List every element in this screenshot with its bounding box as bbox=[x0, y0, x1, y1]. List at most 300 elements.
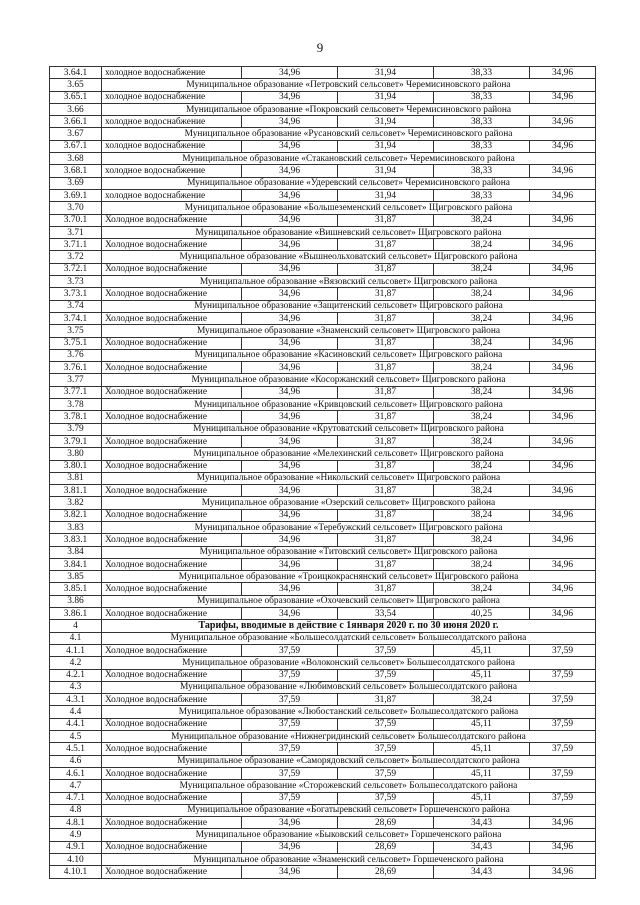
tariff-value-3: 38,33 bbox=[434, 91, 530, 103]
municipality-title: Муниципальное образование «Быковский сельсовет» Горшеченского района bbox=[102, 829, 596, 841]
municipality-title: Муниципальное образование «Богатыревский сельсовет» Горшеченского района bbox=[102, 804, 596, 816]
row-code: 3.84.1 bbox=[50, 558, 102, 570]
row-code: 4.6.1 bbox=[50, 767, 102, 779]
tariff-value-4: 37,59 bbox=[530, 669, 596, 681]
tariff-row bbox=[50, 411, 596, 423]
service-name: холодное водоснабжение bbox=[102, 67, 242, 79]
tariff-value-2: 31,94 bbox=[338, 189, 434, 201]
tariff-value-3: 40,25 bbox=[434, 608, 530, 620]
service-name: Холодное водоснабжение bbox=[102, 608, 242, 620]
tariff-value-1: 34,96 bbox=[242, 558, 338, 570]
tariff-table-body bbox=[50, 67, 596, 879]
tariff-value-2: 31,87 bbox=[338, 288, 434, 300]
municipality-heading-row bbox=[50, 251, 596, 263]
municipality-heading-row bbox=[50, 804, 596, 816]
tariff-row bbox=[50, 312, 596, 324]
municipality-heading-row bbox=[50, 595, 596, 607]
row-code: 3.80 bbox=[50, 448, 102, 460]
tariff-value-4: 34,96 bbox=[530, 239, 596, 251]
tariff-value-1: 34,96 bbox=[242, 312, 338, 324]
municipality-heading-row bbox=[50, 374, 596, 386]
tariff-value-1: 34,96 bbox=[242, 288, 338, 300]
municipality-heading-row bbox=[50, 103, 596, 115]
municipality-heading-row bbox=[50, 448, 596, 460]
tariff-value-4: 34,96 bbox=[530, 189, 596, 201]
tariff-value-3: 38,24 bbox=[434, 558, 530, 570]
service-name: Холодное водоснабжение bbox=[102, 411, 242, 423]
municipality-heading-row bbox=[50, 731, 596, 743]
tariff-value-2: 31,87 bbox=[338, 509, 434, 521]
tariff-row bbox=[50, 263, 596, 275]
municipality-heading-row bbox=[50, 153, 596, 165]
service-name: Холодное водоснабжение bbox=[102, 644, 242, 656]
tariff-value-3: 38,33 bbox=[434, 140, 530, 152]
service-name: Холодное водоснабжение bbox=[102, 792, 242, 804]
row-code: 3.80.1 bbox=[50, 460, 102, 472]
row-code: 4 bbox=[50, 620, 102, 632]
tariff-value-1: 34,96 bbox=[242, 362, 338, 374]
municipality-title: Муниципальное образование «Большеземенский сельсовет» Щигровского района bbox=[102, 202, 596, 214]
row-code: 3.73.1 bbox=[50, 288, 102, 300]
municipality-heading-row bbox=[50, 399, 596, 411]
service-name: холодное водоснабжение bbox=[102, 165, 242, 177]
row-code: 3.72 bbox=[50, 251, 102, 263]
tariff-value-1: 34,96 bbox=[242, 116, 338, 128]
tariff-value-3: 45,11 bbox=[434, 767, 530, 779]
municipality-title: Муниципальное образование «Касиновский сельсовет» Щигровского района bbox=[102, 349, 596, 361]
row-code: 3.81.1 bbox=[50, 485, 102, 497]
service-name: Холодное водоснабжение bbox=[102, 841, 242, 853]
row-code: 4.9 bbox=[50, 829, 102, 841]
tariff-row bbox=[50, 694, 596, 706]
row-code: 3.75.1 bbox=[50, 337, 102, 349]
row-code: 4.7.1 bbox=[50, 792, 102, 804]
tariff-row bbox=[50, 460, 596, 472]
municipality-title: Муниципальное образование «Вязовский сельсовет» Щигровского района bbox=[102, 276, 596, 288]
tariff-value-3: 38,24 bbox=[434, 312, 530, 324]
tariff-value-1: 34,96 bbox=[242, 509, 338, 521]
tariff-value-4: 34,96 bbox=[530, 362, 596, 374]
service-name: Холодное водоснабжение bbox=[102, 694, 242, 706]
tariff-value-3: 45,11 bbox=[434, 718, 530, 730]
tariff-value-1: 34,96 bbox=[242, 534, 338, 546]
tariff-row bbox=[50, 534, 596, 546]
municipality-heading-row bbox=[50, 706, 596, 718]
tariff-value-1: 37,59 bbox=[242, 718, 338, 730]
tariff-value-1: 37,59 bbox=[242, 743, 338, 755]
tariff-value-3: 45,11 bbox=[434, 792, 530, 804]
tariff-value-3: 45,11 bbox=[434, 743, 530, 755]
tariff-row bbox=[50, 165, 596, 177]
tariff-value-4: 34,96 bbox=[530, 534, 596, 546]
service-name: Холодное водоснабжение bbox=[102, 386, 242, 398]
municipality-title: Муниципальное образование «Никольский сельсовет» Щигровского района bbox=[102, 472, 596, 484]
tariff-value-2: 31,87 bbox=[338, 263, 434, 275]
tariff-value-4: 34,96 bbox=[530, 140, 596, 152]
tariff-value-2: 31,94 bbox=[338, 140, 434, 152]
tariff-row bbox=[50, 116, 596, 128]
row-code: 4.2 bbox=[50, 657, 102, 669]
row-code: 3.70 bbox=[50, 202, 102, 214]
municipality-heading-row bbox=[50, 276, 596, 288]
tariff-value-2: 31,87 bbox=[338, 558, 434, 570]
tariff-value-4: 34,96 bbox=[530, 460, 596, 472]
tariff-value-3: 38,24 bbox=[434, 460, 530, 472]
tariff-value-4: 34,96 bbox=[530, 116, 596, 128]
tariff-table bbox=[49, 66, 596, 879]
tariff-value-1: 34,96 bbox=[242, 866, 338, 878]
tariff-value-1: 37,59 bbox=[242, 694, 338, 706]
tariff-value-1: 34,96 bbox=[242, 239, 338, 251]
row-code: 3.71.1 bbox=[50, 239, 102, 251]
municipality-title: Муниципальное образование «Титовский сельсовет» Щигровского района bbox=[102, 546, 596, 558]
tariff-value-3: 38,33 bbox=[434, 165, 530, 177]
tariff-value-4: 34,96 bbox=[530, 583, 596, 595]
municipality-title: Муниципальное образование «Косоржанский сельсовет» Щигровского района bbox=[102, 374, 596, 386]
tariff-row bbox=[50, 67, 596, 79]
row-code: 3.82 bbox=[50, 497, 102, 509]
tariff-value-3: 34,43 bbox=[434, 866, 530, 878]
tariff-value-2: 31,94 bbox=[338, 67, 434, 79]
tariff-value-2: 31,87 bbox=[338, 411, 434, 423]
tariff-value-4: 34,96 bbox=[530, 841, 596, 853]
tariff-value-4: 34,96 bbox=[530, 67, 596, 79]
tariff-row bbox=[50, 140, 596, 152]
row-code: 3.84 bbox=[50, 546, 102, 558]
tariff-row bbox=[50, 841, 596, 853]
tariff-value-4: 37,59 bbox=[530, 644, 596, 656]
tariff-value-3: 38,33 bbox=[434, 189, 530, 201]
tariff-value-1: 34,96 bbox=[242, 386, 338, 398]
tariff-value-3: 38,24 bbox=[434, 239, 530, 251]
tariff-value-1: 37,59 bbox=[242, 792, 338, 804]
tariff-value-3: 38,24 bbox=[434, 386, 530, 398]
tariff-value-2: 31,87 bbox=[338, 312, 434, 324]
tariff-value-3: 38,24 bbox=[434, 509, 530, 521]
service-name: Холодное водоснабжение bbox=[102, 534, 242, 546]
row-code: 3.69 bbox=[50, 177, 102, 189]
tariff-value-4: 34,96 bbox=[530, 485, 596, 497]
tariff-value-4: 34,96 bbox=[530, 509, 596, 521]
row-code: 3.68.1 bbox=[50, 165, 102, 177]
tariff-value-1: 37,59 bbox=[242, 767, 338, 779]
tariff-value-1: 34,96 bbox=[242, 608, 338, 620]
municipality-title: Муниципальное образование «Теребужский сельсовет» Щигровского района bbox=[102, 521, 596, 533]
tariff-value-3: 38,24 bbox=[434, 694, 530, 706]
tariff-value-2: 37,59 bbox=[338, 743, 434, 755]
service-name: Холодное водоснабжение bbox=[102, 743, 242, 755]
tariff-value-1: 34,96 bbox=[242, 140, 338, 152]
tariff-row bbox=[50, 91, 596, 103]
service-name: холодное водоснабжение bbox=[102, 91, 242, 103]
tariff-value-3: 38,24 bbox=[434, 362, 530, 374]
tariff-value-2: 31,87 bbox=[338, 386, 434, 398]
tariff-value-4: 37,59 bbox=[530, 694, 596, 706]
tariff-row bbox=[50, 214, 596, 226]
service-name: Холодное водоснабжение bbox=[102, 362, 242, 374]
municipality-heading-row bbox=[50, 780, 596, 792]
service-name: Холодное водоснабжение bbox=[102, 288, 242, 300]
tariff-value-3: 34,43 bbox=[434, 841, 530, 853]
tariff-row bbox=[50, 866, 596, 878]
row-code: 3.81 bbox=[50, 472, 102, 484]
tariff-row bbox=[50, 608, 596, 620]
service-name: Холодное водоснабжение bbox=[102, 669, 242, 681]
tariff-value-2: 31,87 bbox=[338, 362, 434, 374]
service-name: Холодное водоснабжение bbox=[102, 239, 242, 251]
tariff-row bbox=[50, 743, 596, 755]
row-code: 3.77 bbox=[50, 374, 102, 386]
row-code: 3.72.1 bbox=[50, 263, 102, 275]
tariff-value-3: 38,24 bbox=[434, 214, 530, 226]
tariff-value-1: 34,96 bbox=[242, 485, 338, 497]
tariff-row bbox=[50, 817, 596, 829]
row-code: 4.9.1 bbox=[50, 841, 102, 853]
municipality-title: Муниципальное образование «Удеревский сельсовет» Черемисиновского района bbox=[102, 177, 596, 189]
tariff-value-2: 31,87 bbox=[338, 239, 434, 251]
tariff-value-4: 37,59 bbox=[530, 743, 596, 755]
row-code: 3.82.1 bbox=[50, 509, 102, 521]
tariff-row bbox=[50, 792, 596, 804]
tariff-value-3: 34,43 bbox=[434, 817, 530, 829]
tariff-row bbox=[50, 386, 596, 398]
municipality-title: Муниципальное образование «Покровский сельсовет» Черемисиновского района bbox=[102, 103, 596, 115]
tariff-value-1: 34,96 bbox=[242, 460, 338, 472]
tariff-row bbox=[50, 288, 596, 300]
row-code: 3.68 bbox=[50, 153, 102, 165]
row-code: 3.64.1 bbox=[50, 67, 102, 79]
row-code: 4.5 bbox=[50, 731, 102, 743]
municipality-heading-row bbox=[50, 497, 596, 509]
tariff-value-1: 34,96 bbox=[242, 67, 338, 79]
tariff-value-2: 37,59 bbox=[338, 767, 434, 779]
row-code: 3.65.1 bbox=[50, 91, 102, 103]
tariff-value-3: 38,24 bbox=[434, 411, 530, 423]
tariff-value-1: 34,96 bbox=[242, 189, 338, 201]
tariff-value-3: 38,24 bbox=[434, 263, 530, 275]
municipality-heading-row bbox=[50, 681, 596, 693]
row-code: 3.77.1 bbox=[50, 386, 102, 398]
tariff-value-4: 34,96 bbox=[530, 411, 596, 423]
municipality-title: Муниципальное образование «Волоконский сельсовет» Большесолдатского района bbox=[102, 657, 596, 669]
row-code: 4.4 bbox=[50, 706, 102, 718]
row-code: 3.79.1 bbox=[50, 435, 102, 447]
municipality-heading-row bbox=[50, 854, 596, 866]
row-code: 4.6 bbox=[50, 755, 102, 767]
tariff-value-1: 34,96 bbox=[242, 583, 338, 595]
service-name: Холодное водоснабжение bbox=[102, 509, 242, 521]
tariff-value-4: 34,96 bbox=[530, 214, 596, 226]
municipality-title: Муниципальное образование «Саморядовский сельсовет» Большесолдатского района bbox=[102, 755, 596, 767]
tariff-value-1: 34,96 bbox=[242, 817, 338, 829]
tariff-value-4: 34,96 bbox=[530, 817, 596, 829]
municipality-title: Муниципальное образование «Вишневский сельсовет» Щигровского района bbox=[102, 226, 596, 238]
tariff-value-3: 38,24 bbox=[434, 583, 530, 595]
tariff-value-2: 31,87 bbox=[338, 485, 434, 497]
row-code: 3.70.1 bbox=[50, 214, 102, 226]
municipality-heading-row bbox=[50, 657, 596, 669]
tariff-value-2: 28,69 bbox=[338, 841, 434, 853]
tariff-value-1: 34,96 bbox=[242, 337, 338, 349]
tariff-value-1: 34,96 bbox=[242, 91, 338, 103]
tariff-value-4: 34,96 bbox=[530, 165, 596, 177]
tariff-value-4: 34,96 bbox=[530, 386, 596, 398]
tariff-value-2: 31,87 bbox=[338, 534, 434, 546]
row-code: 3.76 bbox=[50, 349, 102, 361]
municipality-heading-row bbox=[50, 202, 596, 214]
row-code: 3.71 bbox=[50, 226, 102, 238]
tariff-value-2: 37,59 bbox=[338, 792, 434, 804]
tariff-row bbox=[50, 435, 596, 447]
municipality-heading-row bbox=[50, 325, 596, 337]
tariff-value-1: 34,96 bbox=[242, 263, 338, 275]
tariff-value-4: 37,59 bbox=[530, 718, 596, 730]
tariff-value-3: 38,24 bbox=[434, 435, 530, 447]
tariff-row bbox=[50, 509, 596, 521]
row-code: 3.85.1 bbox=[50, 583, 102, 595]
tariff-value-1: 34,96 bbox=[242, 411, 338, 423]
municipality-title: Муниципальное образование «Знаменский сельсовет» Горшеченского района bbox=[102, 854, 596, 866]
municipality-title: Муниципальное образование «Любимовский сельсовет» Большесолдатского района bbox=[102, 681, 596, 693]
row-code: 3.83 bbox=[50, 521, 102, 533]
tariff-value-2: 31,94 bbox=[338, 165, 434, 177]
tariff-value-4: 37,59 bbox=[530, 767, 596, 779]
tariff-value-3: 38,24 bbox=[434, 337, 530, 349]
service-name: холодное водоснабжение bbox=[102, 116, 242, 128]
row-code: 3.85 bbox=[50, 571, 102, 583]
municipality-title: Муниципальное образование «Мелехинский сельсовет» Щигровского района bbox=[102, 448, 596, 460]
municipality-title: Муниципальное образование «Знаменский сельсовет» Щигровского района bbox=[102, 325, 596, 337]
tariff-value-2: 33,54 bbox=[338, 608, 434, 620]
row-code: 4.10 bbox=[50, 854, 102, 866]
municipality-title: Муниципальное образование «Озерский сельсовет» Щигровского района bbox=[102, 497, 596, 509]
tariff-value-2: 31,87 bbox=[338, 337, 434, 349]
row-code: 3.73 bbox=[50, 276, 102, 288]
row-code: 3.65 bbox=[50, 79, 102, 91]
row-code: 3.83.1 bbox=[50, 534, 102, 546]
service-name: Холодное водоснабжение bbox=[102, 866, 242, 878]
municipality-title: Муниципальное образование «Защитенский сельсовет» Щигровского района bbox=[102, 300, 596, 312]
tariff-value-4: 34,96 bbox=[530, 263, 596, 275]
tariff-row bbox=[50, 644, 596, 656]
row-code: 3.76.1 bbox=[50, 362, 102, 374]
tariff-value-2: 31,87 bbox=[338, 583, 434, 595]
row-code: 4.7 bbox=[50, 780, 102, 792]
tariff-value-2: 31,87 bbox=[338, 214, 434, 226]
service-name: Холодное водоснабжение bbox=[102, 312, 242, 324]
tariff-row bbox=[50, 362, 596, 374]
tariff-value-4: 34,96 bbox=[530, 312, 596, 324]
tariff-row bbox=[50, 189, 596, 201]
municipality-heading-row bbox=[50, 521, 596, 533]
tariff-row bbox=[50, 767, 596, 779]
tariff-row bbox=[50, 718, 596, 730]
municipality-heading-row bbox=[50, 546, 596, 558]
row-code: 3.74 bbox=[50, 300, 102, 312]
municipality-heading-row bbox=[50, 226, 596, 238]
row-code: 3.74.1 bbox=[50, 312, 102, 324]
service-name: Холодное водоснабжение bbox=[102, 337, 242, 349]
municipality-heading-row bbox=[50, 632, 596, 644]
service-name: Холодное водоснабжение bbox=[102, 263, 242, 275]
municipality-title: Муниципальное образование «Вышнеольховатский сельсовет» Щигровского района bbox=[102, 251, 596, 263]
row-code: 3.66.1 bbox=[50, 116, 102, 128]
municipality-heading-row bbox=[50, 472, 596, 484]
service-name: холодное водоснабжение bbox=[102, 189, 242, 201]
service-name: Холодное водоснабжение bbox=[102, 767, 242, 779]
municipality-heading-row bbox=[50, 829, 596, 841]
municipality-heading-row bbox=[50, 755, 596, 767]
tariff-value-4: 34,96 bbox=[530, 337, 596, 349]
municipality-heading-row bbox=[50, 79, 596, 91]
row-code: 4.5.1 bbox=[50, 743, 102, 755]
tariff-value-2: 28,69 bbox=[338, 817, 434, 829]
tariff-value-3: 38,33 bbox=[434, 67, 530, 79]
row-code: 3.79 bbox=[50, 423, 102, 435]
row-code: 4.1 bbox=[50, 632, 102, 644]
tariff-value-2: 31,87 bbox=[338, 460, 434, 472]
service-name: Холодное водоснабжение bbox=[102, 558, 242, 570]
municipality-heading-row bbox=[50, 128, 596, 140]
municipality-title: Муниципальное образование «Крутоватский сельсовет» Щигровского района bbox=[102, 423, 596, 435]
tariff-value-1: 34,96 bbox=[242, 841, 338, 853]
service-name: холодное водоснабжение bbox=[102, 140, 242, 152]
tariff-value-4: 34,96 bbox=[530, 435, 596, 447]
row-code: 4.8.1 bbox=[50, 817, 102, 829]
municipality-title: Муниципальное образование «Нижнегридинский сельсовет» Большесолдатского района bbox=[102, 731, 596, 743]
row-code: 4.10.1 bbox=[50, 866, 102, 878]
row-code: 3.66 bbox=[50, 103, 102, 115]
tariff-value-2: 31,94 bbox=[338, 116, 434, 128]
service-name: Холодное водоснабжение bbox=[102, 583, 242, 595]
row-code: 4.1.1 bbox=[50, 644, 102, 656]
tariff-value-3: 38,24 bbox=[434, 534, 530, 546]
tariff-value-3: 45,11 bbox=[434, 669, 530, 681]
service-name: Холодное водоснабжение bbox=[102, 817, 242, 829]
municipality-title: Муниципальное образование «Петровский сельсовет» Черемисиновского района bbox=[102, 79, 596, 91]
tariff-row bbox=[50, 337, 596, 349]
tariff-value-4: 34,96 bbox=[530, 866, 596, 878]
service-name: Холодное водоснабжение bbox=[102, 214, 242, 226]
section-title: Тарифы, вводимые в действие с 1января 2020 г. по 30 июня 2020 г. bbox=[102, 620, 596, 632]
tariff-value-3: 45,11 bbox=[434, 644, 530, 656]
tariff-value-1: 34,96 bbox=[242, 435, 338, 447]
row-code: 3.78.1 bbox=[50, 411, 102, 423]
municipality-title: Муниципальное образование «Русановский сельсовет» Черемисиновского района bbox=[102, 128, 596, 140]
tariff-value-4: 34,96 bbox=[530, 288, 596, 300]
municipality-title: Муниципальное образование «Троицкокраснянский сельсовет» Щигровского района bbox=[102, 571, 596, 583]
service-name: Холодное водоснабжение bbox=[102, 435, 242, 447]
tariff-value-2: 28,69 bbox=[338, 866, 434, 878]
municipality-title: Муниципальное образование «Охочевский сельсовет» Щигровского района bbox=[102, 595, 596, 607]
tariff-row bbox=[50, 583, 596, 595]
row-code: 3.67 bbox=[50, 128, 102, 140]
page-number: 9 bbox=[316, 40, 324, 55]
municipality-title: Муниципальное образование «Стакановский сельсовет» Черемисиновского района bbox=[102, 153, 596, 165]
tariff-value-3: 38,24 bbox=[434, 288, 530, 300]
service-name: Холодное водоснабжение bbox=[102, 460, 242, 472]
row-code: 3.67.1 bbox=[50, 140, 102, 152]
municipality-title: Муниципальное образование «Сторожевский сельсовет» Большесолдатского района bbox=[102, 780, 596, 792]
row-code: 3.75 bbox=[50, 325, 102, 337]
service-name: Холодное водоснабжение bbox=[102, 718, 242, 730]
tariff-value-2: 31,87 bbox=[338, 435, 434, 447]
tariff-value-4: 34,96 bbox=[530, 608, 596, 620]
tariff-value-2: 37,59 bbox=[338, 718, 434, 730]
tariff-row bbox=[50, 558, 596, 570]
tariff-value-2: 31,87 bbox=[338, 694, 434, 706]
municipality-heading-row bbox=[50, 423, 596, 435]
